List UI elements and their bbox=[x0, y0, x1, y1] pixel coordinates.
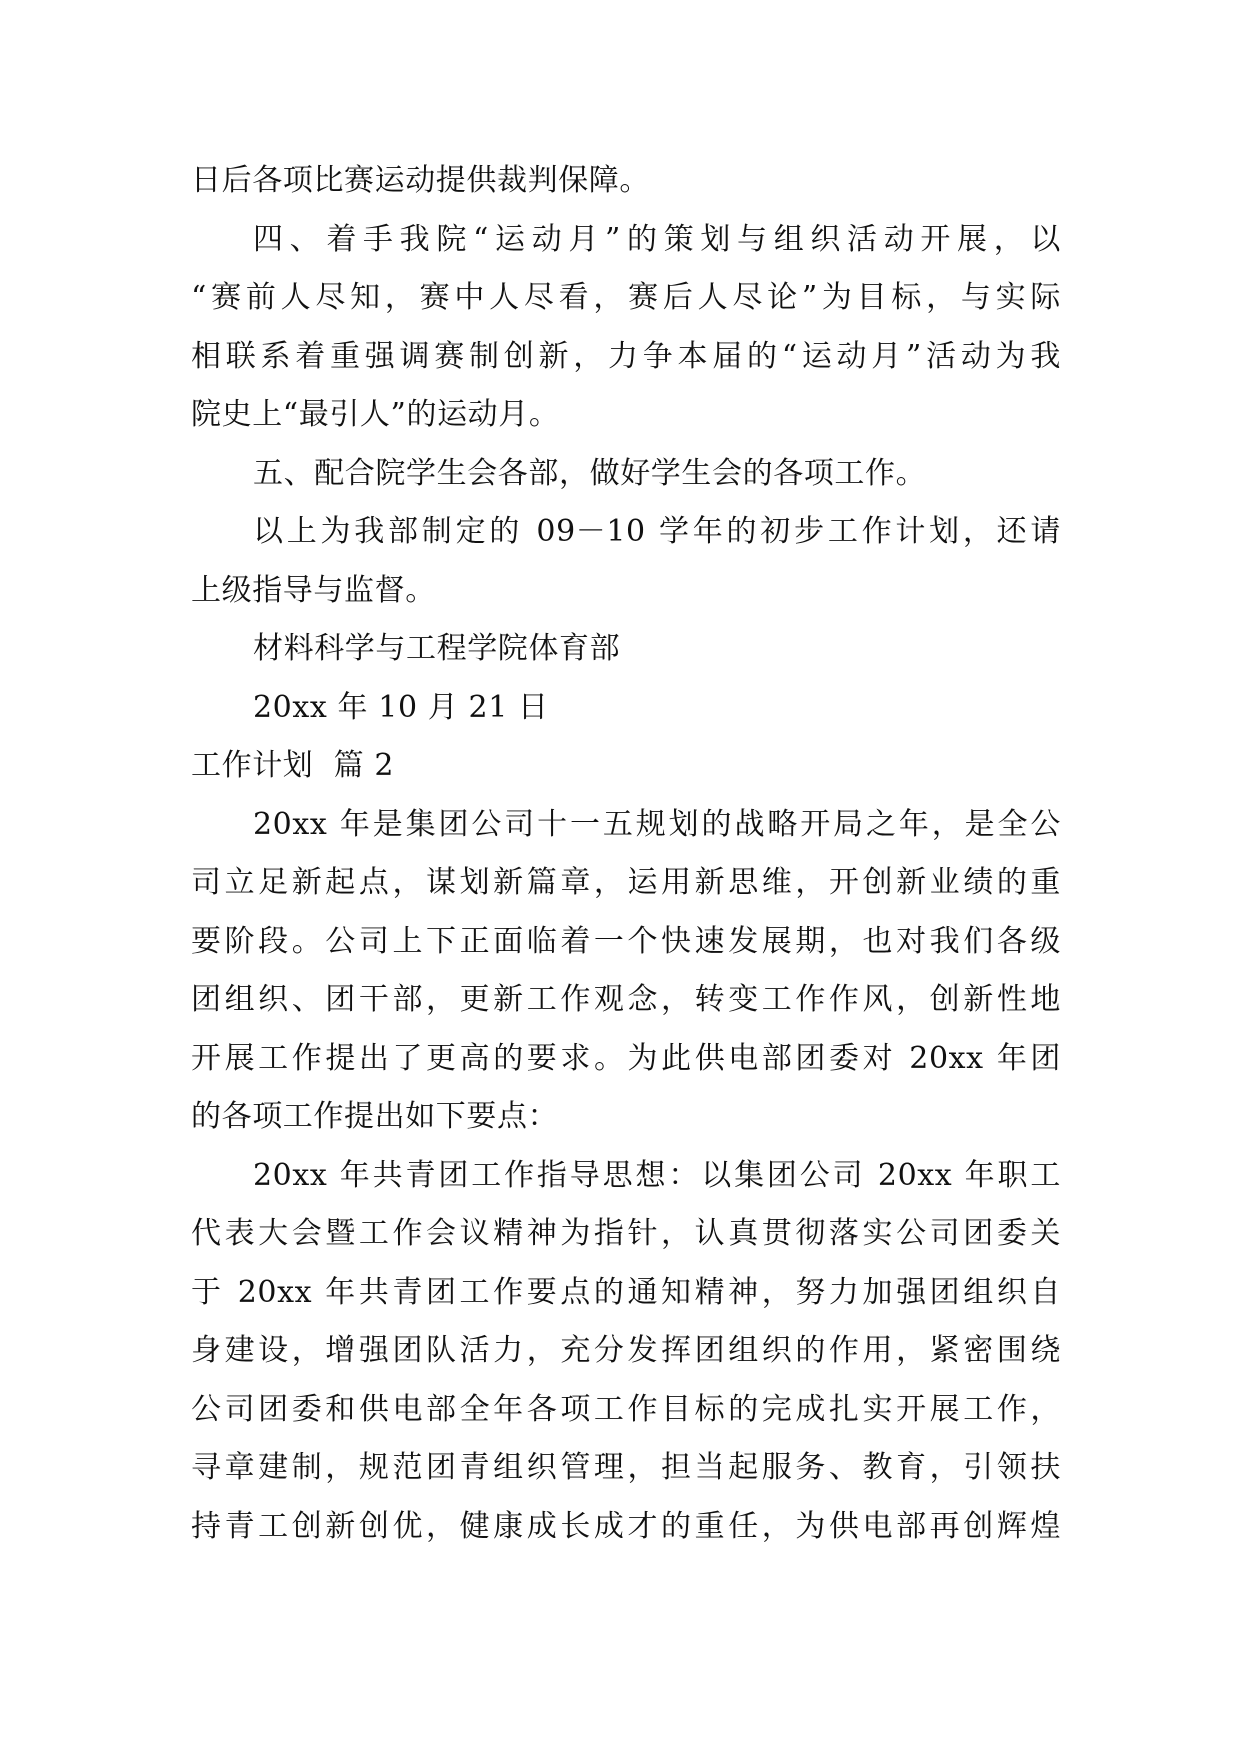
signature-department: 材料科学与工程学院体育部 bbox=[253, 631, 621, 666]
text-line: 于 20xx 年共青团工作要点的通知精神，努力加强团组织自 bbox=[191, 1274, 1061, 1310]
text-line: 团组织、团干部，更新工作观念，转变工作作风，创新性地 bbox=[191, 982, 1061, 1017]
text-line: 司立足新起点，谋划新篇章，运用新思维，开创新业绩的重 bbox=[191, 865, 1061, 900]
section-heading: 工作计划 篇 2 bbox=[191, 748, 395, 783]
text-line-closing: 以上为我部制定的 09－10 学年的初步工作计划，还请 bbox=[253, 514, 1061, 549]
text-line: 开展工作提出了更高的要求。为此供电部团委对 20xx 年团 bbox=[191, 1040, 1061, 1076]
text-line: 代表大会暨工作会议精神为指针，认真贯彻落实公司团委关 bbox=[191, 1216, 1061, 1251]
text-line: 公司团委和供电部全年各项工作目标的完成扎实开展工作， bbox=[191, 1391, 1061, 1427]
text-line-paragraph-start: 20xx 年共青团工作指导思想：以集团公司 20xx 年职工 bbox=[253, 1157, 1061, 1193]
text-line: 的各项工作提出如下要点： bbox=[191, 1099, 559, 1134]
signature-date: 20xx 年 10 月 21 日 bbox=[253, 689, 549, 725]
text-line-paragraph-start: 20xx 年是集团公司十一五规划的战略开局之年，是全公 bbox=[253, 806, 1061, 842]
text-line-continuation: 日后各项比赛运动提供裁判保障。 bbox=[191, 163, 650, 198]
text-line-section-four: 四、着手我院“运动月”的策划与组织活动开展，以 bbox=[253, 221, 1061, 257]
text-line: 身建设，增强团队活力，充分发挥团组织的作用，紧密围绕 bbox=[191, 1333, 1061, 1368]
text-line: 相联系着重强调赛制创新，力争本届的“运动月”活动为我 bbox=[191, 338, 1061, 374]
text-line: 要阶段。公司上下正面临着一个快速发展期，也对我们各级 bbox=[191, 923, 1061, 959]
text-line: 持青工创新创优，健康成长成才的重任，为供电部再创辉煌 bbox=[191, 1508, 1061, 1544]
text-line: 上级指导与监督。 bbox=[191, 572, 436, 608]
text-line: 院史上“最引人”的运动月。 bbox=[191, 397, 560, 432]
document-body bbox=[191, 152, 1061, 1556]
text-line: “赛前人尽知，赛中人尽看，赛后人尽论”为目标，与实际 bbox=[191, 280, 1061, 315]
text-line: 寻章建制，规范团青组织管理，担当起服务、教育，引领扶 bbox=[191, 1450, 1061, 1485]
text-line-section-five: 五、配合院学生会各部，做好学生会的各项工作。 bbox=[253, 455, 927, 491]
